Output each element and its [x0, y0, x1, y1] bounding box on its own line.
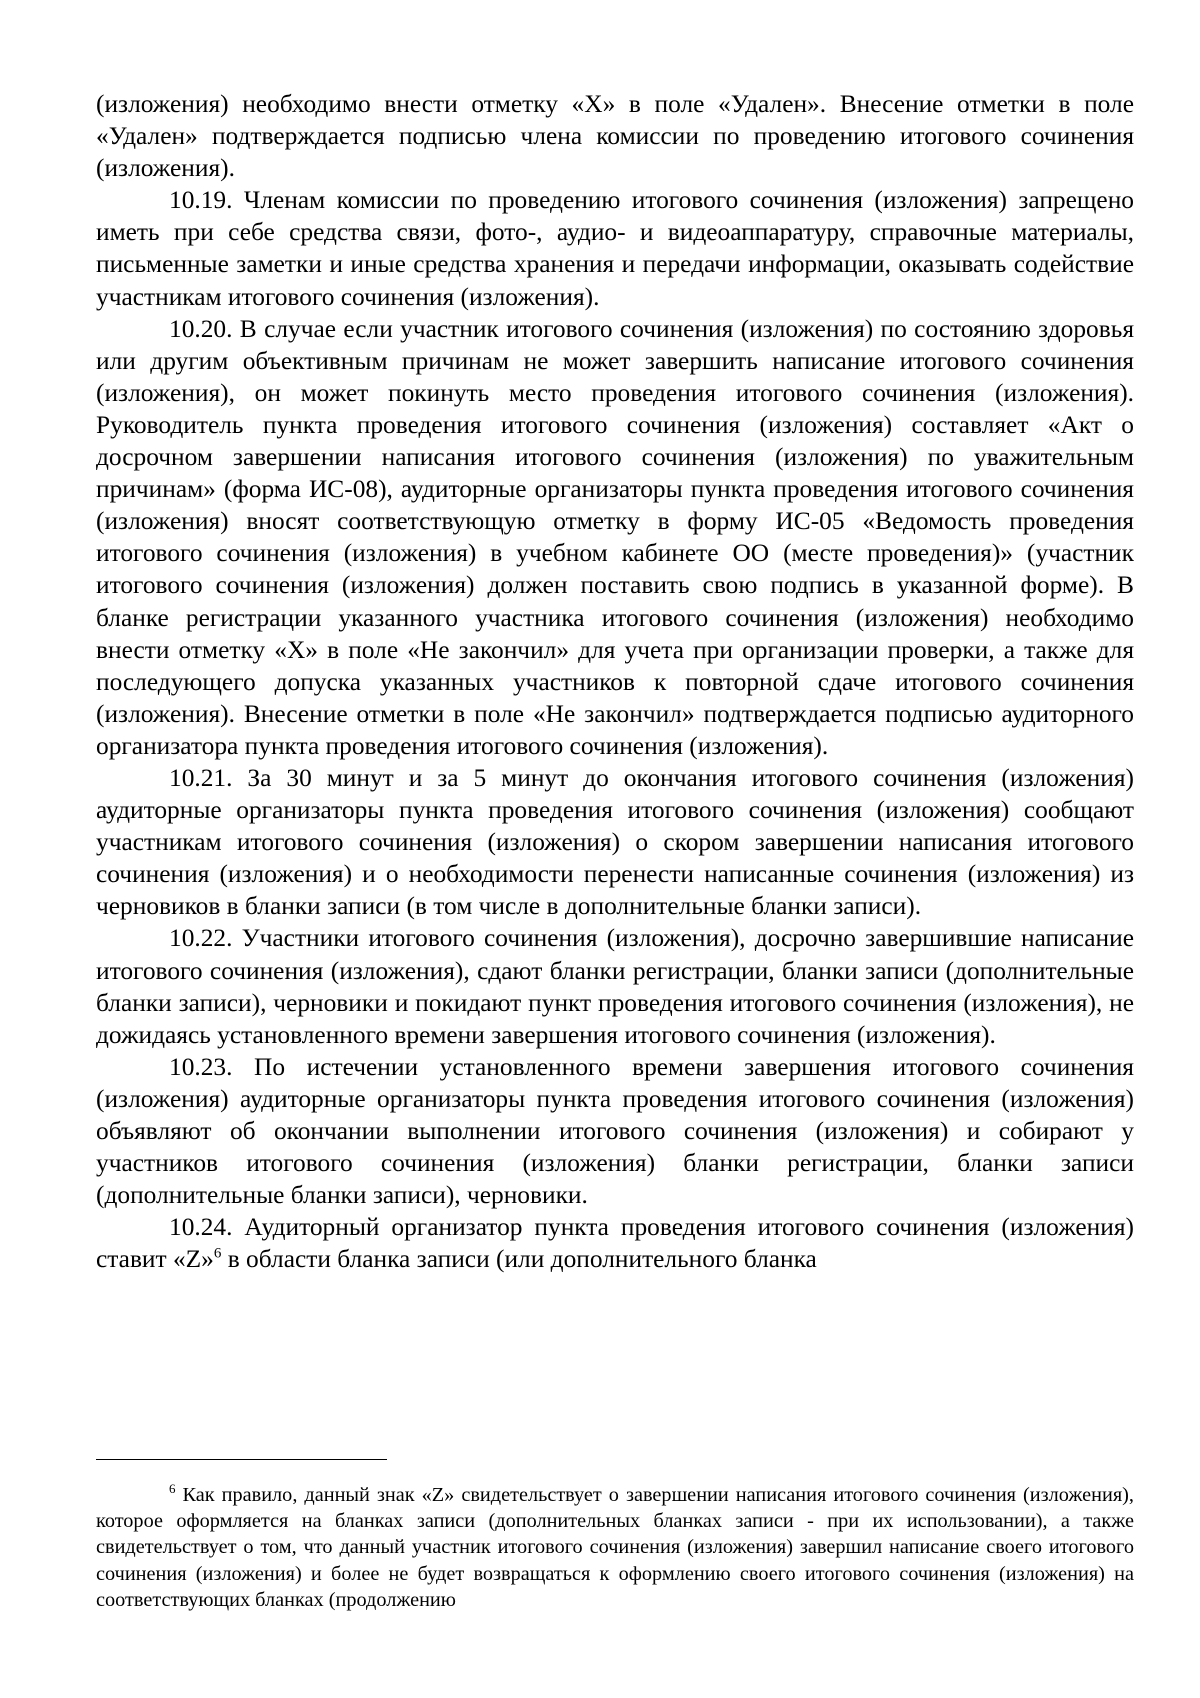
paragraph-10-24	[96, 1211, 1134, 1275]
paragraph-continuation: (изложения) необходимо внести отметку «Х» в поле «Удален». Внесение отметки в поле «Удален» подтверждается подписью члена комиссии по проведению итогового сочинения (изложения).	[96, 90, 1134, 183]
footnote	[96, 1482, 1134, 1613]
footnote-mark: 6	[169, 1481, 176, 1497]
paragraph-10-23: 10.23. По истечении установленного времени завершения итогового сочинения (изложения) аудиторные организаторы пункта проведения итогового сочинения (изложения) объявляют об окончании выполнении итогового сочинения (изложения) и собирают у участников итогового сочинения (изложения) бланки регистрации, бланки записи (дополнительные бланки записи), черновики.	[96, 1052, 1134, 1210]
paragraph-10-24-text-start: 10.24. Аудиторный организатор пункта проведения итогового сочинения (изложения) ставит «Z»	[96, 1213, 1134, 1274]
document-body	[96, 88, 1134, 1275]
paragraph-10-20: 10.20. В случае если участник итогового сочинения (изложения) по состоянию здоровья или другим объективным причинам не может завершить написание итогового сочинения (изложения), он может покинуть место проведения итогового сочинения (изложения). Руководитель пункта проведения итогового сочинения (изложения) составляет «Акт о досрочном завершении написания итогового сочинения (изложения) по уважительным причинам» (форма ИС-08), аудиторные организаторы пункта проведения итогового сочинения (изложения) вносят соответствующую отметку в форму ИС-05 «Ведомость проведения итогового сочинения (изложения) в учебном кабинете ОО (месте проведения)» (участник итогового сочинения (изложения) должен поставить свою подпись в указанной форме). В бланке регистрации указанного участника итогового сочинения (изложения) необходимо внести отметку «Х» в поле «Не закончил» для учета при организации проверки, а также для последующего допуска указанных участников к повторной сдаче итогового сочинения (изложения). Внесение отметки в поле «Не закончил» подтверждается подписью аудиторного организатора пункта проведения итогового сочинения (изложения).	[96, 314, 1134, 760]
paragraph-10-24-text-end: в области бланка записи (или дополнительного бланка	[221, 1245, 817, 1274]
footnote-reference: 6	[213, 1245, 222, 1262]
footnote-text: Как правило, данный знак «Z» свидетельствует о завершении написания итогового сочинения (изложения), которое оформляется на бланках записи (дополнительных бланках записи - при их использовании), а также свидетельствует о том, что данный участник итогового сочинения (изложения) завершил написание своего итогового сочинения (изложения) и более не будет возвращаться к оформлению своего итогового сочинения (изложения) на соответствующих бланках (продолжению	[96, 1484, 1134, 1611]
footnote-separator	[96, 1459, 387, 1460]
paragraph-10-19: 10.19. Членам комиссии по проведению итогового сочинения (изложения) запрещено иметь при себе средства связи, фото-, аудио- и видеоаппаратуру, справочные материалы, письменные заметки и иные средства хранения и передачи информации, оказывать содействие участникам итогового сочинения (изложения).	[96, 186, 1134, 311]
paragraph-10-22: 10.22. Участники итогового сочинения (изложения), досрочно завершившие написание итогового сочинения (изложения), сдают бланки регистрации, бланки записи (дополнительные бланки записи), черновики и покидают пункт проведения итогового сочинения (изложения), не дожидаясь установленного времени завершения итогового сочинения (изложения).	[96, 924, 1134, 1049]
paragraph-10-21: 10.21. За 30 минут и за 5 минут до окончания итогового сочинения (изложения) аудиторные организаторы пункта проведения итогового сочинения (изложения) сообщают участникам итогового сочинения (изложения) о скором завершении написания итогового сочинения (изложения) и о необходимости перенести написанные сочинения (изложения) из черновиков в бланки записи (в том числе в дополнительные бланки записи).	[96, 763, 1134, 921]
